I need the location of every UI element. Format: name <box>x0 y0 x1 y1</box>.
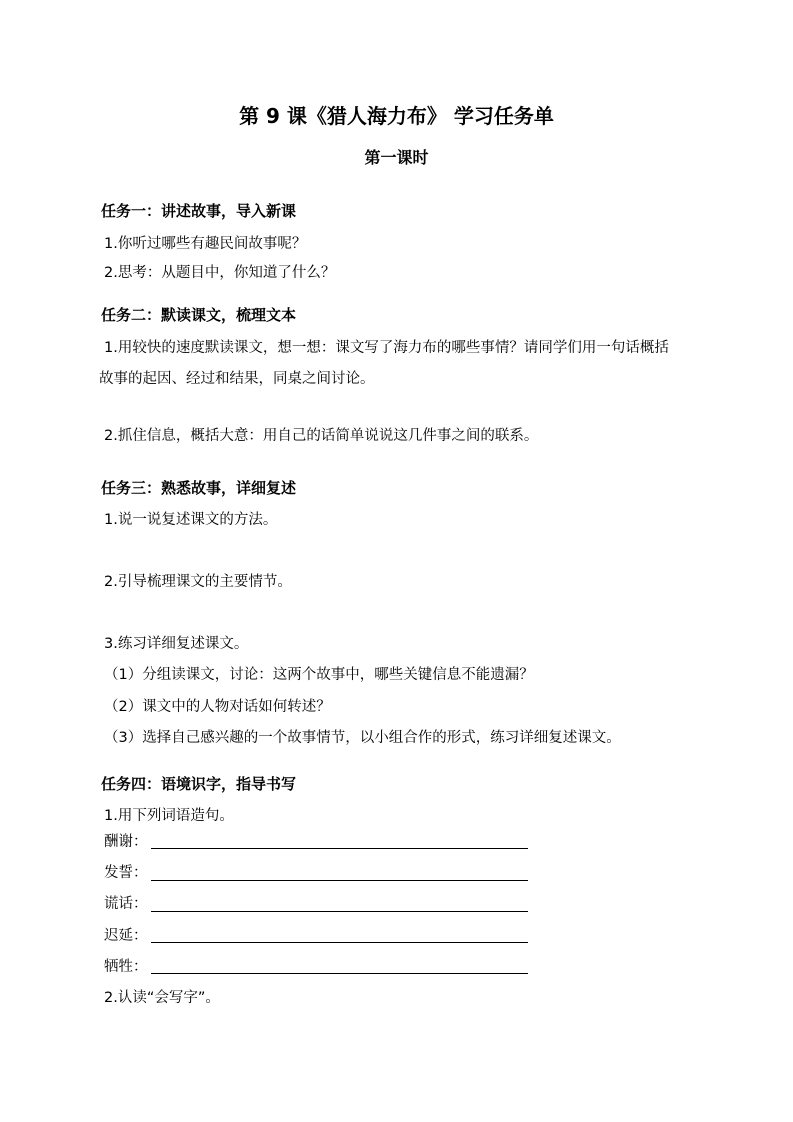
word-label-fashi: 发誓： <box>104 865 148 881</box>
task3-question-3: 3.练习详细复述课文。 <box>104 636 249 652</box>
task3-question-1: 1.说一说复述课文的方法。 <box>104 512 278 528</box>
answer-line-chouxie[interactable] <box>151 848 528 849</box>
word-label-xisheng: 牺牲： <box>104 959 148 975</box>
task3-heading: 任务三：熟悉故事，详细复述 <box>101 479 297 497</box>
answer-line-huanghua[interactable] <box>151 911 528 912</box>
task4-heading: 任务四：语境识字，指导书写 <box>101 775 297 793</box>
answer-line-xisheng[interactable] <box>151 973 528 974</box>
answer-line-fashi[interactable] <box>151 880 528 881</box>
task1-heading: 任务一：讲述故事，导入新课 <box>101 202 297 220</box>
task2-question-2: 2.抓住信息，概括大意：用自己的话简单说说这几件事之间的联系。 <box>104 428 539 444</box>
word-label-chiyan: 迟延： <box>104 928 148 944</box>
task4-question-1: 1.用下列词语造句。 <box>104 808 234 824</box>
task3-subitem-1: （1）分组读课文，讨论：这两个故事中，哪些关键信息不能遗漏？ <box>104 667 534 683</box>
task1-question-2: 2.思考：从题目中，你知道了什么？ <box>104 265 336 281</box>
task3-subitem-3: （3）选择自己感兴趣的一个故事情节，以小组合作的形式，练习详细复述课文。 <box>104 730 621 746</box>
task2-heading: 任务二：默读课文，梳理文本 <box>101 306 297 324</box>
answer-line-chiyan[interactable] <box>151 942 528 943</box>
task2-question-1-line-2: 故事的起因、经过和结果，同桌之间讨论。 <box>99 371 375 387</box>
word-label-chouxie: 酬谢： <box>104 834 148 850</box>
task4-question-2: 2.认读“会写字”。 <box>104 990 220 1006</box>
task3-question-2: 2.引导梳理课文的主要情节。 <box>104 574 292 590</box>
task3-subitem-2: （2）课文中的人物对话如何转述？ <box>104 699 331 715</box>
page-title: 第 9 课《猎人海力布》 学习任务单 <box>239 104 554 128</box>
task2-question-1-line-1: 1.用较快的速度默读课文，想一想：课文写了海力布的哪些事情？请同学们用一句话概括 <box>104 340 669 356</box>
page-subtitle: 第一课时 <box>364 148 429 167</box>
word-label-huanghua: 谎话： <box>104 896 148 912</box>
task1-question-1: 1.你听过哪些有趣民间故事呢？ <box>104 236 307 252</box>
